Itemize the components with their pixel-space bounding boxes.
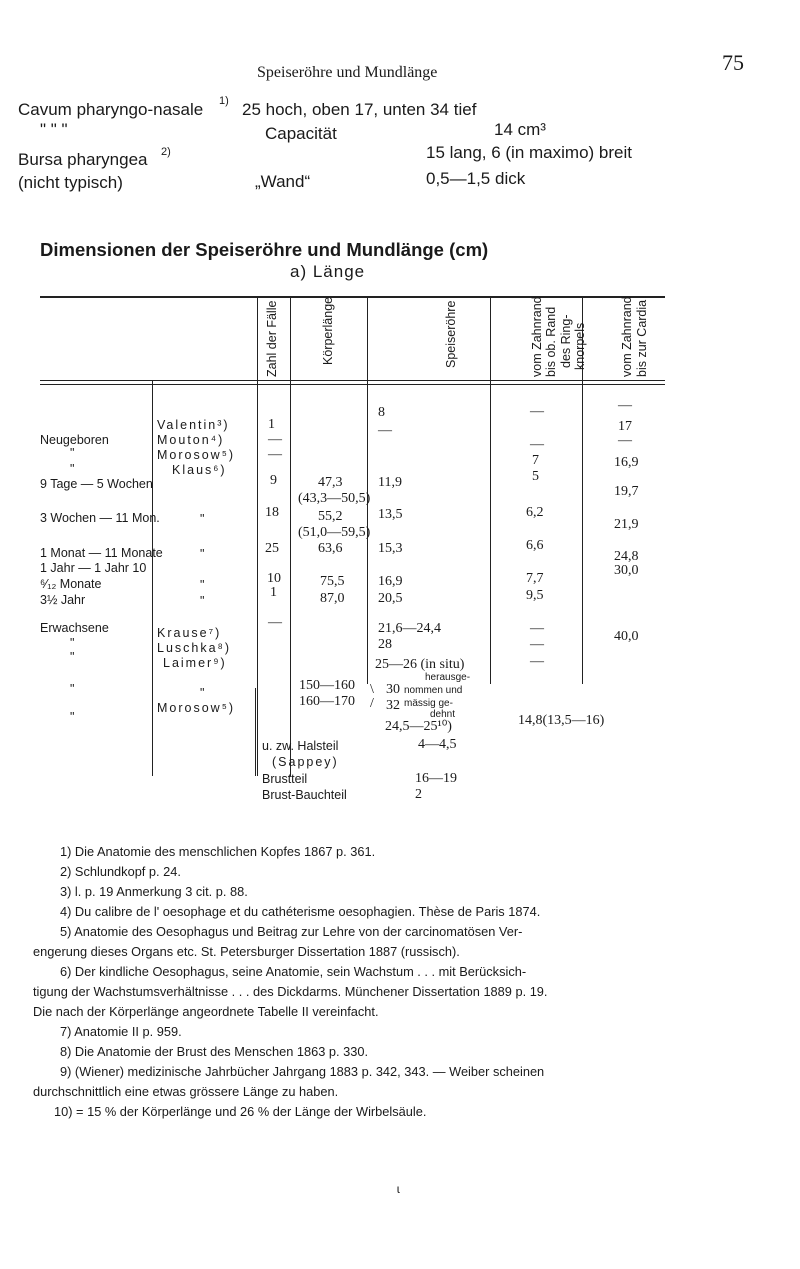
author-cell: Luschka⁸): [157, 641, 231, 655]
intro-line3-value: 15 lang, 6 (in maximo) breit: [426, 143, 632, 162]
koerper-cell: 75,5: [320, 574, 345, 589]
cardia-cell: 40,0: [614, 629, 639, 644]
faelle-cell: 10: [267, 571, 281, 586]
intro-line1-ref: 1): [219, 95, 229, 107]
intro-line4-mid: „Wand“: [255, 172, 311, 191]
cardia-cell: 19,7: [614, 484, 639, 499]
ring-cell: —: [530, 404, 544, 419]
speise-note: dehnt: [430, 709, 456, 720]
author-cell: Morosow⁵): [157, 701, 236, 715]
faelle-cell: —: [268, 432, 282, 447]
author-cell: ": [200, 578, 205, 592]
footnote: 6) Der kindliche Oesophagus, seine Anatomie, sein Wachstum . . . mit Berücksich-: [60, 964, 527, 979]
faelle-cell: 1: [270, 585, 277, 600]
speise-cell: 2: [415, 787, 422, 802]
speise-cell: —: [378, 423, 392, 438]
author-cell: ": [200, 594, 205, 608]
footnote: durchschnittlich eine etwas grössere Länge zu haben.: [33, 1084, 339, 1099]
speise-cell: 25—26 (in situ): [375, 657, 465, 672]
intro-line2-label: Capacität: [265, 124, 337, 143]
col-rule-5: [490, 298, 491, 684]
koerper-cell: (51,0—59,5): [298, 525, 371, 540]
section-title: Dimensionen der Speiseröhre und Mundlänge (cm): [40, 239, 489, 260]
footnote: 7) Anatomie II p. 959.: [60, 1024, 182, 1039]
group-label: Erwachsene: [40, 621, 109, 635]
cardia-cell: —: [618, 433, 632, 448]
koerper-cell: 87,0: [320, 591, 345, 606]
sappey-label: (Sappey): [272, 755, 339, 769]
faelle-cell: 18: [265, 505, 279, 520]
faelle-cell: 1: [268, 417, 275, 432]
koerper-cell: 47,3: [318, 475, 343, 490]
footnote: engerung dieses Organs etc. St. Petersburger Dissertation 1887 (russisch).: [33, 944, 460, 959]
speise-cell: 11,9: [378, 475, 402, 490]
koerper-cell: (43,3—50,5): [298, 491, 371, 506]
faelle-cell: 9: [270, 473, 277, 488]
intro-line2-value: 14 cm³: [494, 120, 546, 139]
header-cardia-1: vom Zahnrand: [620, 296, 634, 377]
intro-line4-value: 0,5—1,5 dick: [426, 169, 526, 188]
cardia-cell: 24,8: [614, 549, 639, 564]
ring-cell: —: [530, 437, 544, 452]
koerper-cell: 55,2: [318, 509, 343, 524]
ring-cell: —: [530, 621, 544, 636]
intro-line3-label: Bursa pharyngea: [18, 150, 148, 169]
author-cell: ": [200, 547, 205, 561]
col-rule-3: [290, 298, 291, 776]
ring-cell: 6,6: [526, 538, 544, 553]
speise-note: mässig ge-: [404, 698, 453, 709]
ring-cell: 5: [532, 469, 539, 484]
group-label: 3 Wochen — 11 Mon.: [40, 511, 160, 525]
group-label: 9 Tage — 5 Wochen: [40, 477, 153, 491]
page-number: 75: [722, 50, 744, 75]
author-cell: Laimer⁹): [163, 656, 227, 670]
author-cell: ": [200, 512, 205, 526]
running-header: Speiseröhre und Mundlänge: [257, 64, 438, 81]
group-label: 1 Jahr — 1 Jahr 10: [40, 561, 147, 575]
speise-cell: 4—4,5: [418, 737, 457, 752]
cardia-cell: 21,9: [614, 517, 639, 532]
group-label: ⁶⁄₁₂ Monate: [40, 577, 102, 591]
ring-cell: —: [530, 637, 544, 652]
sappey-label: Brust-Bauchteil: [262, 788, 347, 802]
col-rule-2: [257, 298, 258, 776]
speise-cell: 15,3: [378, 541, 403, 556]
footnote: 8) Die Anatomie der Brust des Menschen 1863 p. 330.: [60, 1044, 369, 1059]
section-subtitle: a) Länge: [290, 262, 366, 281]
ring-cell: 6,2: [526, 505, 544, 520]
intro-line1-value: 25 hoch, oben 17, unten 34 tief: [242, 100, 477, 119]
header-zahnrand-1: vom Zahnrand: [530, 296, 544, 377]
header-koerperlaenge: Körperlänge: [321, 296, 335, 365]
footnote: 2) Schlundkopf p. 24.: [60, 864, 181, 879]
header-faelle: Zahl der Fälle: [265, 300, 279, 377]
intro-line2-quotes: " " ": [40, 120, 68, 139]
author-cell: Valentin³): [157, 418, 230, 432]
header-cardia-2: bis zur Cardia: [635, 299, 649, 377]
scan-mark: ɩ: [397, 1182, 400, 1196]
koerper-cell: 160—170: [299, 694, 355, 709]
ring-cell: 9,5: [526, 588, 544, 603]
author-cell: Mouton⁴): [157, 433, 225, 447]
koerper-cell: 150—160: [299, 678, 355, 693]
cardia-cell: 17: [618, 419, 632, 434]
speise-bracket: /: [370, 696, 374, 711]
speise-cell: 20,5: [378, 591, 403, 606]
group-label: 1 Monat — 11 Monate: [40, 546, 163, 560]
footnote: 4) Du calibre de l' oesophage et du cathéterisme oesophagien. Thèse de Paris 1874.: [60, 904, 541, 919]
cardia-cell: 16,9: [614, 455, 639, 470]
header-speiseroehre: Speiseröhre: [444, 300, 458, 368]
ring-cell: 7,7: [526, 571, 544, 586]
ring-cell: 7: [532, 453, 539, 468]
group-label: ": [70, 710, 75, 724]
group-label: ": [70, 446, 75, 460]
ring-cell: 14,8(13,5—16): [518, 713, 605, 728]
speise-cell: 32: [386, 698, 400, 713]
footnote: 3) l. p. 19 Anmerkung 3 cit. p. 88.: [60, 884, 248, 899]
speise-cell: 13,5: [378, 507, 403, 522]
cardia-cell: —: [618, 398, 632, 413]
author-cell: ": [200, 686, 205, 700]
table-header-rule: [40, 380, 665, 381]
author-cell: Morosow⁵): [157, 448, 236, 462]
faelle-cell: —: [268, 447, 282, 462]
speise-cell: 8: [378, 405, 385, 420]
speise-cell: 16,9: [378, 574, 403, 589]
author-cell: Krause⁷): [157, 626, 222, 640]
speise-cell: 24,5—25¹⁰): [385, 719, 452, 734]
intro-line4-label: (nicht typisch): [18, 173, 123, 192]
intro-line3-ref: 2): [161, 146, 171, 158]
group-label: ": [70, 636, 75, 650]
group-label: ": [70, 650, 75, 664]
sappey-label: Brustteil: [262, 772, 308, 786]
table-header-rule-2: [40, 384, 665, 385]
koerper-cell: 63,6: [318, 541, 343, 556]
col-rule-7: [255, 688, 256, 776]
group-label: ": [70, 682, 75, 696]
speise-cell: 16—19: [415, 771, 457, 786]
author-cell: Klaus⁶): [172, 463, 227, 477]
header-zahnrand-3: des Ring-: [559, 314, 573, 368]
sappey-label: u. zw. Halsteil: [262, 739, 339, 753]
footnote: 5) Anatomie des Oesophagus und Beitrag zur Lehre von der carcinomatösen Ver-: [60, 924, 523, 939]
footnote: 9) (Wiener) medizinische Jahrbücher Jahrgang 1883 p. 342, 343. — Weiber scheinen: [60, 1064, 545, 1079]
table-top-rule: [40, 296, 665, 298]
col-rule-1: [152, 380, 153, 776]
faelle-cell: 25: [265, 541, 279, 556]
intro-line1-label: Cavum pharyngo-nasale: [18, 100, 204, 119]
footnote: tigung der Wachstumsverhältnisse . . . des Dickdarms. Münchener Dissertation 1889 p. 19.: [33, 984, 548, 999]
footnote: 10) = 15 % der Körperlänge und 26 % der Länge der Wirbelsäule.: [54, 1104, 427, 1119]
group-label: Neugeboren: [40, 433, 109, 447]
group-label: ": [70, 462, 75, 476]
speise-cell: 30: [386, 682, 400, 697]
footnote: Die nach der Körperlänge angeordnete Tabelle II vereinfacht.: [33, 1004, 379, 1019]
speise-cell: 28: [378, 637, 392, 652]
header-zahnrand-2: bis ob. Rand: [544, 306, 558, 377]
speise-note: herausge-: [425, 672, 471, 683]
speise-cell: 21,6—24,4: [378, 621, 441, 636]
group-label: 3½ Jahr: [40, 593, 86, 607]
speise-note: nommen und: [404, 685, 463, 696]
cardia-cell: 30,0: [614, 563, 639, 578]
header-zahnrand-4: knorpels: [573, 322, 587, 370]
footnote: 1) Die Anatomie des menschlichen Kopfes 1867 p. 361.: [60, 844, 376, 859]
ring-cell: —: [530, 654, 544, 669]
faelle-cell: —: [268, 615, 282, 630]
speise-bracket: \: [370, 682, 374, 697]
